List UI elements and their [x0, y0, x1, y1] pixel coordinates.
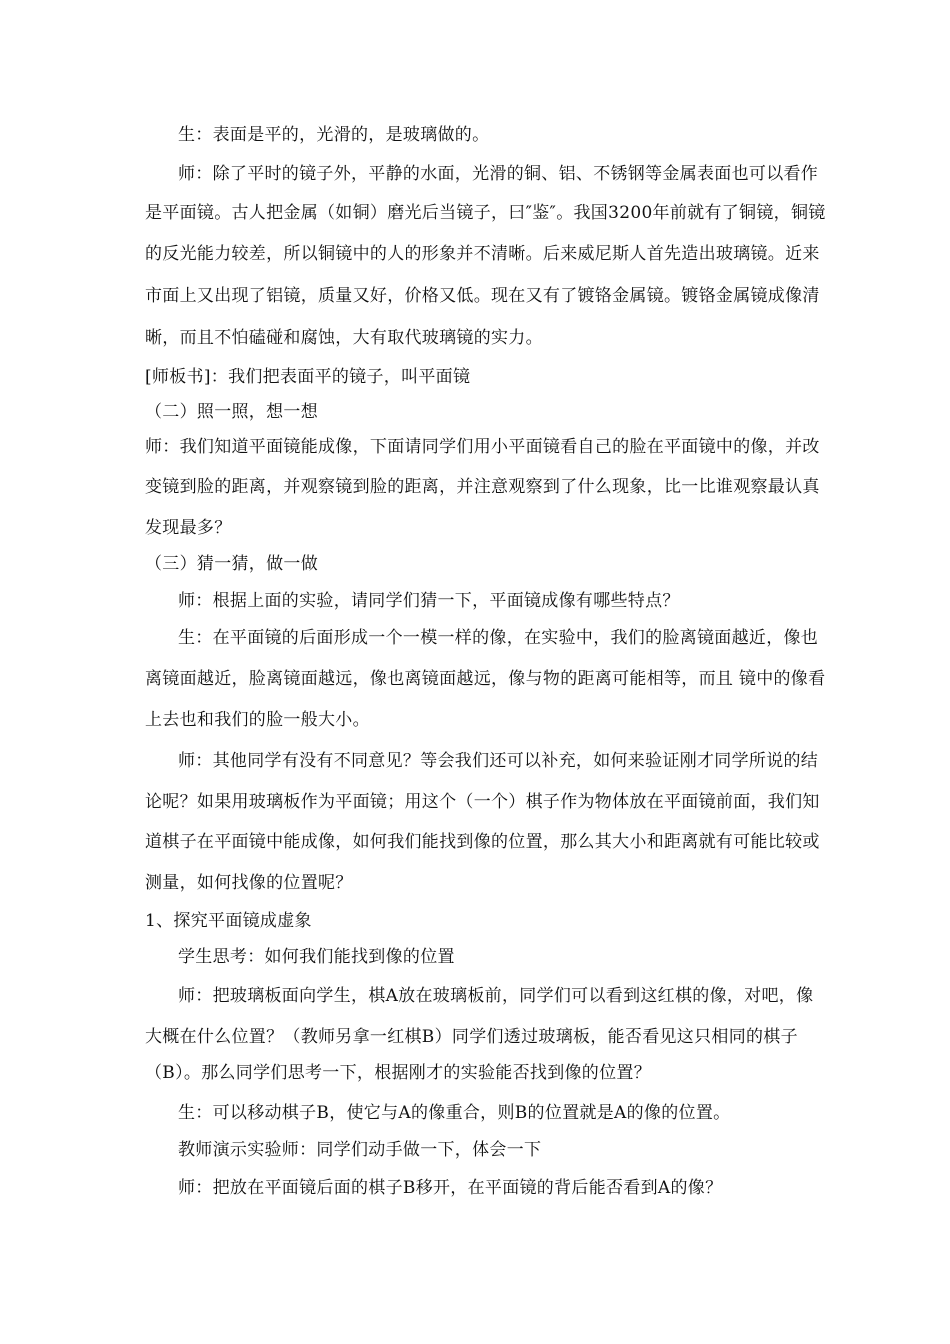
paragraph-line: （B）。那么同学们思考一下，根据刚才的实验能否找到像的位置？: [145, 1063, 651, 1083]
paragraph-line: 市面上又出现了铝镜，质量又好，价格又低。现在又有了镀铬金属镜。镀铬金属镜成像清: [145, 286, 820, 306]
paragraph-line: 大概在什么位置？（教师另拿一红棋B）同学们透过玻璃板，能否看见这只相同的棋子: [145, 1027, 798, 1047]
section-heading: 1、探究平面镜成虚象: [145, 911, 312, 931]
paragraph-line: 生：表面是平的，光滑的，是玻璃做的。: [178, 125, 490, 145]
paragraph-line: 师：把放在平面镜后面的棋子B移开，在平面镜的背后能否看到A的像？: [178, 1178, 723, 1198]
paragraph-line: 是平面镜。古人把金属（如铜）磨光后当镜子，曰″鉴″。我国3200年前就有了铜镜，铜镜: [145, 203, 826, 223]
paragraph-line: 师：我们知道平面镜能成像，下面请同学们用小平面镜看自己的脸在平面镜中的像，并改: [145, 437, 820, 457]
paragraph-line: 晰，而且不怕磕碰和腐蚀，大有取代玻璃镜的实力。: [145, 328, 543, 348]
paragraph-line: 道棋子在平面镜中能成像，如何我们能找到像的位置，那么其大小和距离就有可能比较或: [145, 832, 820, 852]
paragraph-line: 测量，如何找像的位置呢？: [145, 873, 353, 893]
section-heading: （二）照一照，想一想: [145, 402, 318, 422]
board-note-line: [师板书]：我们把表面平的镜子，叫平面镜: [145, 367, 471, 387]
paragraph-line: 离镜面越近，脸离镜面越远，像也离镜面越远，像与物的距离可能相等，而且 镜中的像看: [145, 669, 826, 689]
paragraph-line: 论呢？如果用玻璃板作为平面镜；用这个（一个）棋子作为物体放在平面镜前面，我们知: [145, 792, 820, 812]
paragraph-line: 学生思考：如何我们能找到像的位置: [178, 947, 455, 967]
paragraph-line: 上去也和我们的脸一般大小。: [145, 710, 370, 730]
paragraph-line: 生：可以移动棋子B，使它与A的像重合，则B的位置就是A的像的位置。: [178, 1103, 731, 1123]
paragraph-line: 教师演示实验师：同学们动手做一下，体会一下: [178, 1140, 542, 1160]
paragraph-line: 的反光能力较差，所以铜镜中的人的形象并不清晰。后来威尼斯人首先造出玻璃镜。近来: [145, 244, 820, 264]
paragraph-line: 师：把玻璃板面向学生，棋A放在玻璃板前，同学们可以看到这红棋的像，对吧，像: [178, 986, 814, 1006]
section-heading: （三）猜一猜，做一做: [145, 554, 318, 574]
paragraph-line: 变镜到脸的距离，并观察镜到脸的距离，并注意观察到了什么现象，比一比谁观察最认真: [145, 477, 820, 497]
paragraph-line: 师：其他同学有没有不同意见？等会我们还可以补充，如何来验证刚才同学所说的结: [178, 751, 819, 771]
paragraph-line: 师：除了平时的镜子外，平静的水面，光滑的铜、铝、不锈钢等金属表面也可以看作: [178, 164, 819, 184]
paragraph-line: 师：根据上面的实验，请同学们猜一下，平面镜成像有哪些特点？: [178, 591, 680, 611]
paragraph-line: 生：在平面镜的后面形成一个一模一样的像，在实验中，我们的脸离镜面越近，像也: [178, 628, 819, 648]
paragraph-line: 发现最多？: [145, 518, 232, 538]
